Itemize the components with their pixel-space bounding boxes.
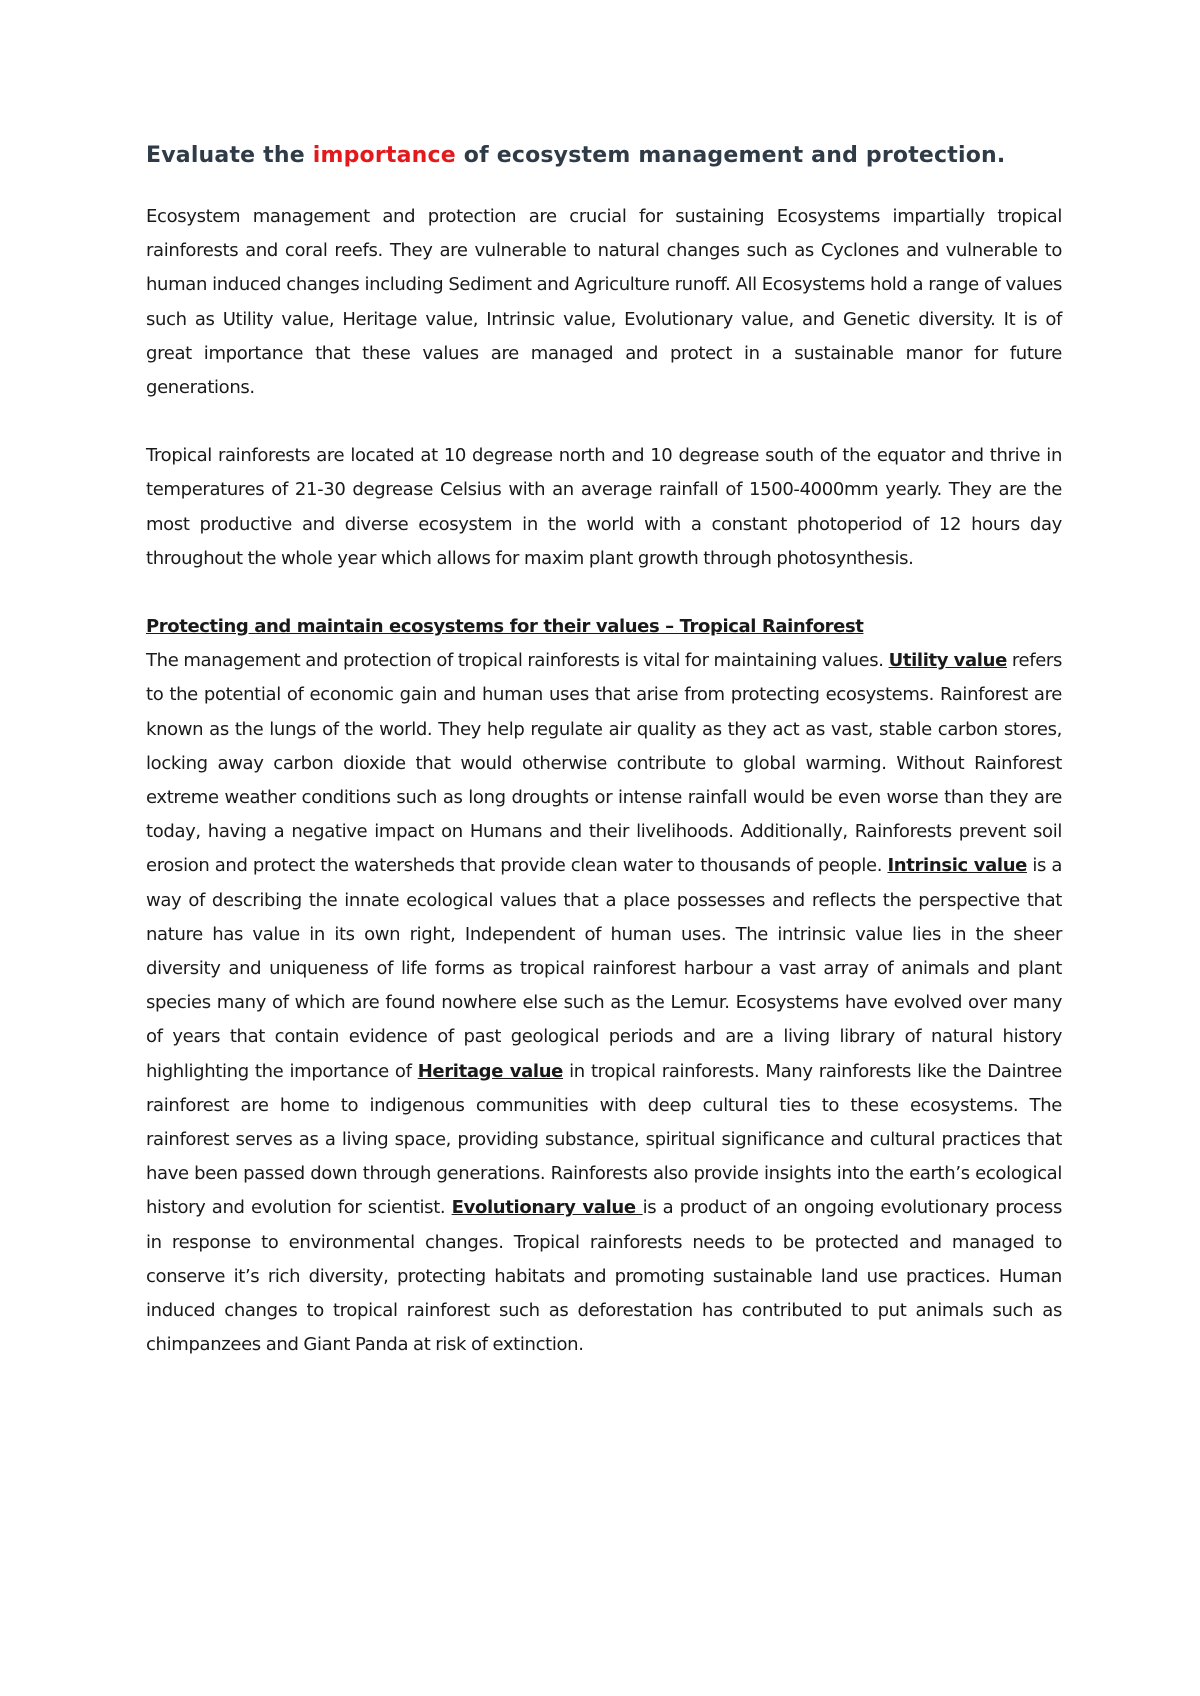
values-text-1: The management and protection of tropical rainforests is vital for maintaining values. <box>146 650 889 672</box>
title-accent-word: importance <box>312 143 456 168</box>
section-heading: Protecting and maintain ecosystems for their values – Tropical Rainforest <box>146 616 864 638</box>
climate-paragraph: Tropical rainforests are located at 10 degrease north and 10 degrease south of the equator and thrive in temperatures of 21-30 degrease Celsius with an average rainfall of 1500-4000mm yearly. They are the most productive and diverse ecosystem in the world with a constant photoperiod of 12 hours day throughout the whole year which allows for maxim plant growth through photosynthesis. <box>146 445 1062 569</box>
values-paragraph <box>146 644 1062 1362</box>
title-after: of ecosystem management and protection. <box>455 143 1006 168</box>
intro-paragraph: Ecosystem management and protection are crucial for sustaining Ecosystems impartially tropical rainforests and coral reefs. They are vulnerable to natural changes such as Cyclones and vulnerable to human induced changes including Sediment and Agriculture runoff. All Ecosystems hold a range of values such as Utility value, Heritage value, Intrinsic value, Evolutionary value, and Genetic diversity. It is of great importance that these values are managed and protect in a sustainable manor for future generations. <box>146 206 1062 399</box>
term-evolutionary-value: Evolutionary value <box>451 1197 643 1219</box>
values-text-5: is a product of an ongoing evolutionary process in response to environmental changes. Tropical rainforests needs to be protected and managed to conserve it’s rich diversity, protecting habitats and promoting sustainable land use practices. Human induced changes to tropical rainforest such as deforestation has contributed to put animals such as chimpanzees and Giant Panda at risk of extinction. <box>146 1197 1062 1356</box>
term-heritage-value: Heritage value <box>417 1060 564 1082</box>
term-intrinsic-value: Intrinsic value <box>887 855 1028 877</box>
values-text-2: refers to the potential of economic gain and human uses that arise from protecting ecosystems. Rainforest are known as the lungs of the world. They help regulate air quality as they act as vast, stable carbon stores, locking away carbon dioxide that would otherwise contribute to global warming. Without Rainforest extreme weather conditions such as long droughts or intense rainfall would be even worse than they are today, having a negative impact on Humans and their livelihoods. Additionally, Rainforests prevent soil erosion and protect the watersheds that provide clean water to thousands of people. <box>146 650 1062 877</box>
term-utility-value: Utility value <box>888 650 1007 672</box>
values-text-3: is a way of describing the innate ecological values that a place possesses and reflects the perspective that nature has value in its own right, Independent of human uses. The intrinsic value lies in the sheer diversity and uniqueness of life forms as tropical rainforest harbour a vast array of animals and plant species many of which are found nowhere else such as the Lemur. Ecosystems have evolved over many of years that contain evidence of past geological periods and are a living library of natural history highlighting the importance of <box>146 855 1062 1082</box>
values-text-4: in tropical rainforests. Many rainforests like the Daintree rainforest are home to indigenous communities with deep cultural ties to these ecosystems. The rainforest serves as a living space, providing substance, spiritual significance and cultural practices that have been passed down through generations. Rainforests also provide insights into the earth’s ecological history and evolution for scientist. <box>146 1060 1062 1219</box>
title-before: Evaluate the <box>146 143 313 168</box>
document-title <box>146 140 1062 172</box>
document-content <box>146 140 1062 1363</box>
